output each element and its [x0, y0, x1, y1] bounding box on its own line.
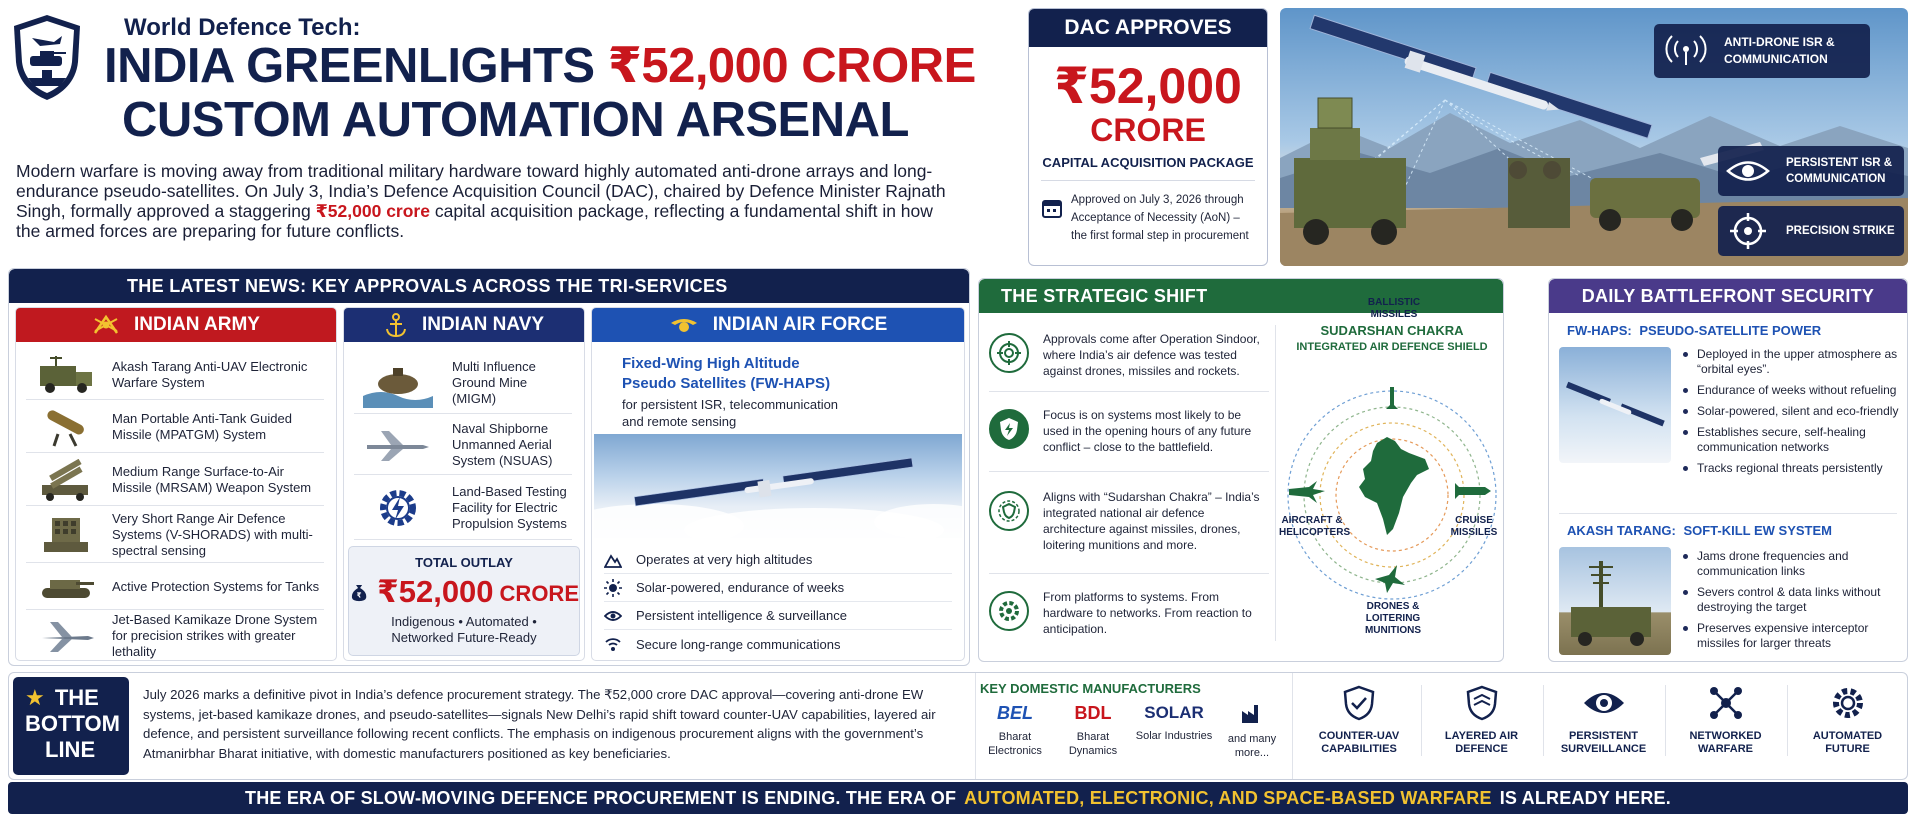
list-item: [26, 454, 324, 506]
airforce-column: [591, 307, 965, 661]
capability-layered-air-defence: [1421, 685, 1541, 756]
intro-text: Modern warfare is moving away from traditional military hardware toward highly automated anti-drone arrays and long-endurance pseudo-satellites. On July 3, India’s Defence Acquisition Council (DAC), chaired by Defence Minister Rajnath Singh, formally approved a staggering: [16, 161, 946, 221]
logo-shield: [10, 12, 84, 102]
list-item: [26, 507, 324, 563]
radar-shield-icon: [997, 499, 1021, 523]
manufacturers-title: KEY DOMESTIC MANUFACTURERS: [980, 681, 1201, 696]
akash-label: AKASH TARANG:: [1567, 523, 1676, 538]
shield-check-icon: [1342, 685, 1376, 721]
list-item: [26, 564, 324, 610]
headline-amount: ₹52,000 CRORE: [607, 39, 976, 93]
akash-item: Jams drone frequencies and communication links: [1683, 549, 1901, 579]
intro-highlight: ₹52,000 crore: [315, 201, 430, 221]
army-title: INDIAN ARMY: [134, 314, 260, 335]
navy-title: INDIAN NAVY: [421, 314, 545, 335]
bdl-name: Bharat Dynamics: [1068, 731, 1118, 757]
bottom-label-3: LINE: [45, 737, 96, 762]
hero-illustration: [1280, 8, 1908, 266]
airforce-feature: [604, 630, 952, 658]
threat-bottom: DRONES & LOITERING MUNITIONS: [1364, 601, 1422, 636]
sun-icon: [604, 579, 622, 597]
list-item: [26, 401, 324, 453]
header-kicker: World Defence Tech:: [124, 14, 361, 41]
bottom-line-label: [13, 677, 129, 775]
vshorads-icon: [36, 512, 96, 558]
layered-shield-icon: [1465, 685, 1499, 721]
shift-item: [989, 407, 1269, 455]
dac-unit: CRORE: [1090, 112, 1206, 148]
factory-icon: [1240, 701, 1264, 725]
capability-label: NETWORKED WARFARE: [1689, 730, 1762, 755]
navy-header: [344, 308, 584, 342]
money-bag-icon: [349, 572, 369, 612]
list-item: [354, 415, 572, 475]
battlefront-security-title: DAILY BATTLEFRONT SECURITY: [1549, 279, 1907, 313]
capability-networked-warfare: [1665, 685, 1785, 756]
hero-tag-label: PERSISTENT ISR & COMMUNICATION: [1786, 157, 1893, 185]
airforce-title: INDIAN AIR FORCE: [712, 314, 888, 335]
shipborne-uav-icon: [363, 425, 433, 465]
strategic-shift-title: THE STRATEGIC SHIFT: [979, 279, 1503, 313]
threat-top: BALLISTIC MISSILES: [1367, 297, 1421, 320]
capability-automated-future: [1787, 685, 1907, 756]
army-item-text: Akash Tarang Anti-UAV Electronic Warfare System: [112, 358, 308, 390]
gear-icon: [1830, 685, 1866, 721]
bottom-label-2: BOTTOM: [25, 711, 120, 736]
intro-paragraph: [16, 161, 946, 241]
shield-subtitle: INTEGRATED AIR DEFENCE SHIELD: [1296, 341, 1488, 353]
dac-header: DAC APPROVES: [1029, 9, 1267, 47]
manufacturer-bel: [979, 703, 1051, 758]
threat-right: CRUISE MISSILES: [1450, 515, 1498, 538]
shift-item: [989, 331, 1269, 379]
navy-column: [343, 307, 585, 661]
bottom-label-1: THE: [54, 685, 99, 710]
outlay-tagline: Indigenous • Automated • Networked Future-Ready: [391, 614, 537, 645]
latest-news-title: THE LATEST NEWS: KEY APPROVALS ACROSS THE TRI-SERVICES: [9, 269, 969, 303]
capability-label: AUTOMATED FUTURE: [1812, 730, 1883, 755]
haps-label: FW-HAPS:: [1567, 323, 1632, 338]
airforce-feature-text: Secure long-range communications: [636, 636, 841, 652]
network-icon: [1708, 685, 1744, 721]
calendar-icon: [1041, 197, 1063, 219]
manufacturer-more: [1217, 701, 1287, 760]
missile-launcher-icon: [36, 406, 96, 448]
sea-mine-icon: [363, 358, 433, 408]
eye-icon: [1582, 685, 1626, 721]
hero-tag-label: PRECISION STRIKE: [1786, 225, 1895, 237]
more-name: and many more...: [1227, 733, 1277, 759]
navy-item-text: Naval Shipborne Unmanned Aerial System (NSUAS): [452, 420, 553, 468]
list-item: [26, 350, 324, 400]
eye-icon: [1726, 156, 1770, 186]
headline-line-1: [104, 40, 976, 92]
shift-item-text: Aligns with “Sudarshan Chakra” – India’s integrated national air defence architecture against missiles, drones, loitering munitions and more.: [1043, 490, 1260, 552]
air-force-emblem-icon: [669, 313, 699, 337]
army-item-text: Jet-Based Kamikaze Drone System for precision strikes with greater lethality: [112, 612, 318, 659]
haps-image: [1559, 347, 1671, 463]
target-icon: [997, 341, 1021, 365]
manufacturer-bdl: [1055, 703, 1131, 758]
army-item-text: Medium Range Surface-to-Air Missile (MRSAM) Weapon System: [112, 463, 312, 495]
footer-text-end: IS ALREADY HERE.: [1499, 787, 1671, 808]
total-outlay-box: [348, 546, 580, 656]
capability-label: PERSISTENT SURVEILLANCE: [1560, 730, 1647, 755]
haps-item: Tracks regional threats persistently: [1683, 461, 1901, 476]
bel-name: Bharat Electronics: [988, 731, 1042, 757]
hero-tag-anti-drone: [1654, 24, 1870, 78]
tank-icon: [36, 568, 96, 606]
airforce-heading: Fixed-Wing High Altitude Pseudo Satellites (FW-HAPS): [622, 355, 831, 392]
ew-truck-icon: [36, 354, 96, 396]
crosshair-icon: [1726, 213, 1770, 249]
outlay-label: TOTAL OUTLAY: [415, 555, 513, 570]
akash-title: SOFT-KILL EW SYSTEM: [1683, 523, 1832, 538]
headline-part: INDIA GREENLIGHTS: [104, 39, 595, 93]
haps-item: Endurance of weeks without refueling: [1683, 383, 1901, 398]
haps-drone-icon: [1559, 347, 1671, 463]
dac-note: Approved on July 3, 2026 through Acceptance of Necessity (AoN) – the first formal step in procurement: [1071, 194, 1249, 242]
antenna-icon: [1662, 31, 1710, 71]
navy-item-text: Land-Based Testing Facility for Electric Propulsion Systems: [452, 483, 567, 531]
footer-highlight: AUTOMATED, ELECTRONIC, AND SPACE-BASED WARFARE: [964, 787, 1492, 808]
strategic-shift-panel: [978, 278, 1504, 662]
haps-item: Deployed in the upper atmosphere as “orbital eyes”.: [1683, 347, 1901, 377]
outlay-unit: CRORE: [499, 581, 579, 606]
list-item: [26, 611, 324, 661]
akash-item: Severs control & data links without destroying the target: [1683, 585, 1901, 615]
hero-tag-precision-strike: [1718, 206, 1904, 256]
list-item: [354, 352, 572, 414]
electric-gear-icon: [373, 483, 423, 533]
capability-counter-uav: [1299, 685, 1419, 756]
haps-item: Establishes secure, self-healing communication networks: [1683, 425, 1901, 455]
shield-bolt-icon: [998, 417, 1020, 441]
manufacturer-solar: [1135, 703, 1213, 743]
bel-logo: BEL: [997, 703, 1033, 723]
latest-news-panel: [8, 268, 970, 666]
airforce-header: [592, 308, 964, 342]
shift-item-text: From platforms to systems. From hardware to networks. From reaction to anticipation.: [1043, 590, 1252, 636]
shift-item: [989, 489, 1269, 553]
shift-item-text: Focus is on systems most likely to be used in the opening hours of any future conflict – close to the battlefield.: [1043, 408, 1252, 454]
akash-item: Preserves expensive interceptor missiles for larger threats: [1683, 621, 1901, 651]
army-item-text: Active Protection Systems for Tanks: [112, 578, 320, 594]
threat-left: AIRCRAFT & HELICOPTERS: [1279, 515, 1351, 538]
army-item-text: Man Portable Anti-Tank Guided Missile (MPATGM) System: [112, 410, 292, 442]
bottom-line-panel: [8, 672, 1908, 780]
haps-item: Solar-powered, silent and eco-friendly: [1683, 404, 1901, 419]
dac-amount: ₹52,000: [1054, 58, 1242, 114]
shift-item-text: Approvals come after Operation Sindoor, where India’s air defence was tested against drones, missiles and rockets.: [1043, 332, 1260, 378]
army-emblem-icon: [92, 313, 120, 337]
headline-line-2: CUSTOM AUTOMATION ARSENAL: [122, 93, 909, 147]
bottom-line-text: July 2026 marks a definitive pivot in India’s defence procurement strategy. The ₹52,000 crore DAC approval—covering anti-drone EW systems, jet-based kamikaze drones, and pseudo-satellites—signals New Delhi’s rapid shift toward counter-UAV capabilities, layered air defence, and persistent surveillance following recent conflicts. The emphasis on indigenous procurement aligns with the government’s Atmanirbhar Bharat initiative, with domestic manufacturers positioned as key beneficiaries.: [143, 687, 936, 761]
hero-tag-persistent-isr: [1718, 146, 1904, 196]
army-header: [16, 308, 336, 342]
army-column: [15, 307, 337, 661]
navy-item-text: Multi Influence Ground Mine (MIGM): [452, 358, 536, 406]
footer-banner: [8, 782, 1908, 814]
capability-label: COUNTER-UAV CAPABILITIES: [1318, 730, 1400, 755]
airforce-feature: [604, 602, 952, 630]
army-item-text: Very Short Range Air Defence Systems (V-SHORADS) with multi-spectral sensing: [112, 510, 313, 558]
dac-caption: CAPITAL ACQUISITION PACKAGE: [1042, 155, 1254, 170]
airforce-feature: [604, 546, 952, 574]
hero-tag-label: ANTI-DRONE ISR & COMMUNICATION: [1724, 35, 1835, 66]
star-icon: ★: [25, 685, 45, 710]
svg-text:₹: ₹: [356, 590, 362, 600]
outlay-amount: ₹52,000: [377, 574, 494, 609]
haps-title: PSEUDO-SATELLITE POWER: [1639, 323, 1822, 338]
airforce-desc: for persistent ISR, telecommunication and remote sensing: [622, 397, 839, 429]
shield-icon: [10, 12, 84, 102]
shield-title: SUDARSHAN CHAKRA: [1320, 323, 1464, 338]
capability-persistent-surveillance: [1543, 685, 1663, 756]
kamikaze-drone-icon: [36, 616, 96, 656]
gear-icon: [997, 599, 1021, 623]
signal-icon: [604, 636, 622, 652]
sam-launcher-icon: [36, 459, 96, 501]
airforce-feature-text: Operates at very high altitudes: [636, 552, 813, 567]
capability-label: LAYERED AIR DEFENCE: [1444, 730, 1519, 755]
battlefront-security-panel: [1548, 278, 1908, 662]
airforce-feature-text: Solar-powered, endurance of weeks: [636, 580, 845, 595]
intro-text-end: capital acquisition package, reflecting a fundamental shift in how the armed forces are preparing for future conflicts.: [16, 201, 933, 241]
solar-name: Solar Industries: [1135, 730, 1213, 742]
shift-item: [989, 589, 1269, 637]
haps-drone-icon: [594, 434, 962, 538]
haps-cloud-illustration: [594, 434, 962, 538]
airforce-feature-text: Persistent intelligence & surveillance: [636, 608, 847, 623]
akash-image: [1559, 547, 1671, 655]
list-item: [354, 476, 572, 540]
solar-logo: SOLAR: [1144, 703, 1204, 722]
airforce-feature: [604, 574, 952, 602]
footer-text: THE ERA OF SLOW-MOVING DEFENCE PROCUREMENT IS ENDING. THE ERA OF: [245, 787, 957, 808]
eye-icon: [604, 610, 622, 622]
bdl-logo: BDL: [1074, 703, 1112, 723]
mountain-icon: [604, 552, 622, 568]
air-defence-shield-diagram: [1279, 379, 1504, 639]
anchor-icon: [384, 312, 408, 338]
ew-truck-icon: [1559, 547, 1671, 655]
dac-card: [1028, 8, 1268, 266]
